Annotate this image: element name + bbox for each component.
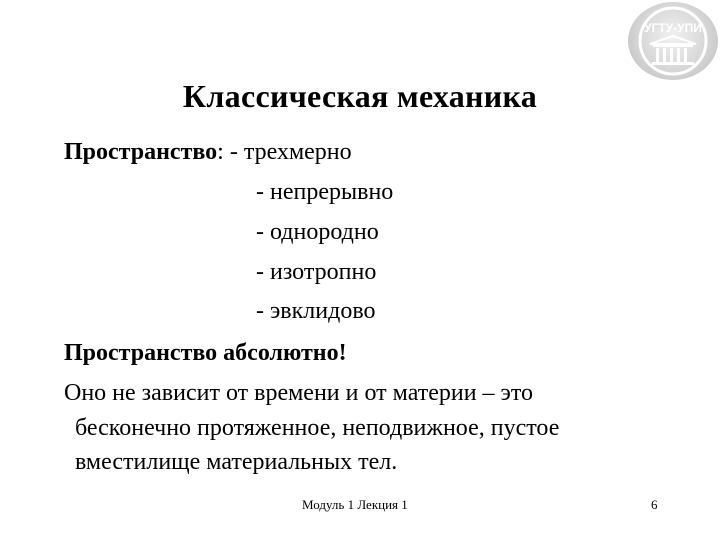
space-property: - непрерывно xyxy=(256,179,394,205)
page-number: 6 xyxy=(651,497,658,512)
building-icon xyxy=(628,2,718,80)
absolute-statement: Пространство абсолютно! xyxy=(64,340,347,366)
space-property: - изотропно xyxy=(256,259,377,285)
footer-module: Модуль 1 Лекция 1 xyxy=(302,497,408,512)
university-logo xyxy=(628,2,718,80)
slide-title: Классическая механика xyxy=(182,78,538,114)
logo-text: УГТУ-УПИ xyxy=(644,21,702,35)
space-property: - эвклидово xyxy=(256,298,376,324)
paragraph-line: бесконечно протяженное, неподвижное, пустое xyxy=(75,415,560,441)
paragraph-line: вместилище материальных тел. xyxy=(75,449,398,475)
space-line xyxy=(64,138,352,166)
space-property-first: : - трехмерно xyxy=(217,139,352,165)
space-label: Пространство xyxy=(64,139,218,165)
paragraph-line: Оно не зависит от времени и от материи – это xyxy=(64,380,534,406)
space-property: - однородно xyxy=(256,219,379,245)
